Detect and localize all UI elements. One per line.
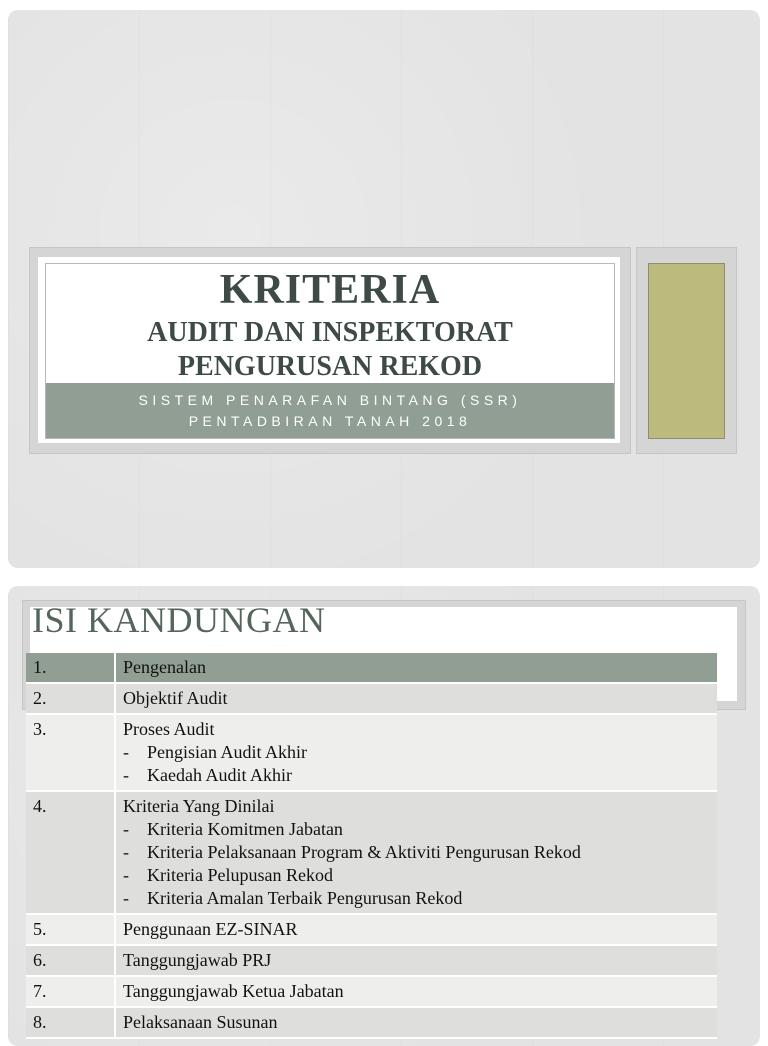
row-title: Pengenalan bbox=[123, 657, 206, 677]
row-content bbox=[115, 914, 717, 945]
row-title: Pelaksanaan Susunan bbox=[123, 1012, 278, 1032]
row-title: Penggunaan EZ-SINAR bbox=[123, 919, 298, 939]
table-row bbox=[26, 945, 717, 976]
row-number: 6. bbox=[26, 945, 115, 976]
slide-title: KRITERIA bbox=[219, 267, 441, 313]
row-content bbox=[115, 976, 717, 1007]
dash-marker: - bbox=[123, 888, 129, 908]
subtitle-band: SISTEM PENARAFAN BINTANG (SSR) PENTADBIRAN TANAH 2018 bbox=[46, 383, 614, 438]
row-number: 8. bbox=[26, 1007, 115, 1038]
dash-marker: - bbox=[123, 842, 129, 862]
table-row bbox=[26, 683, 717, 714]
row-title: Tanggungjawab PRJ bbox=[123, 950, 272, 970]
accent-block bbox=[648, 263, 725, 439]
row-subitem bbox=[123, 887, 710, 910]
row-subitem bbox=[123, 841, 710, 864]
dash-marker: - bbox=[123, 819, 129, 839]
row-content bbox=[115, 791, 717, 914]
subitem-text: Kriteria Amalan Terbaik Pengurusan Rekod bbox=[147, 888, 463, 908]
row-content bbox=[115, 945, 717, 976]
row-title: Tanggungjawab Ketua Jabatan bbox=[123, 981, 344, 1001]
row-title: Kriteria Yang Dinilai bbox=[123, 796, 275, 816]
subitem-text: Kriteria Komitmen Jabatan bbox=[147, 819, 343, 839]
dash-marker: - bbox=[123, 765, 129, 785]
row-subitem bbox=[123, 741, 710, 764]
row-title: Objektif Audit bbox=[123, 688, 228, 708]
title-frame bbox=[29, 247, 631, 454]
title-box bbox=[45, 263, 615, 439]
contents-heading: ISI KANDUNGAN bbox=[32, 600, 326, 640]
row-title: Proses Audit bbox=[123, 719, 215, 739]
row-content bbox=[115, 683, 717, 714]
dash-marker: - bbox=[123, 742, 129, 762]
contents-table bbox=[26, 653, 717, 1039]
row-content bbox=[115, 653, 717, 683]
table-row bbox=[26, 714, 717, 791]
contents-slide bbox=[8, 586, 760, 1046]
slide-subtitle: AUDIT DAN INSPEKTORAT PENGURUSAN REKOD bbox=[147, 317, 513, 382]
row-subitem bbox=[123, 818, 710, 841]
row-number: 4. bbox=[26, 791, 115, 914]
subitem-text: Pengisian Audit Akhir bbox=[147, 742, 308, 762]
subitem-text: Kaedah Audit Akhir bbox=[147, 765, 292, 785]
row-number: 7. bbox=[26, 976, 115, 1007]
title-slide bbox=[8, 10, 760, 568]
table-row bbox=[26, 914, 717, 945]
subitem-text: Kriteria Pelupusan Rekod bbox=[147, 865, 333, 885]
row-number: 2. bbox=[26, 683, 115, 714]
row-content bbox=[115, 1007, 717, 1038]
table-row bbox=[26, 653, 717, 683]
subitem-text: Kriteria Pelaksanaan Program & Aktiviti Pengurusan Rekod bbox=[147, 842, 581, 862]
row-subitem bbox=[123, 764, 710, 787]
accent-frame bbox=[636, 247, 737, 454]
row-subitem bbox=[123, 864, 710, 887]
row-content bbox=[115, 714, 717, 791]
row-number: 3. bbox=[26, 714, 115, 791]
table-row bbox=[26, 791, 717, 914]
row-number: 5. bbox=[26, 914, 115, 945]
table-row bbox=[26, 1007, 717, 1038]
table-row bbox=[26, 976, 717, 1007]
row-number: 1. bbox=[26, 653, 115, 683]
dash-marker: - bbox=[123, 865, 129, 885]
